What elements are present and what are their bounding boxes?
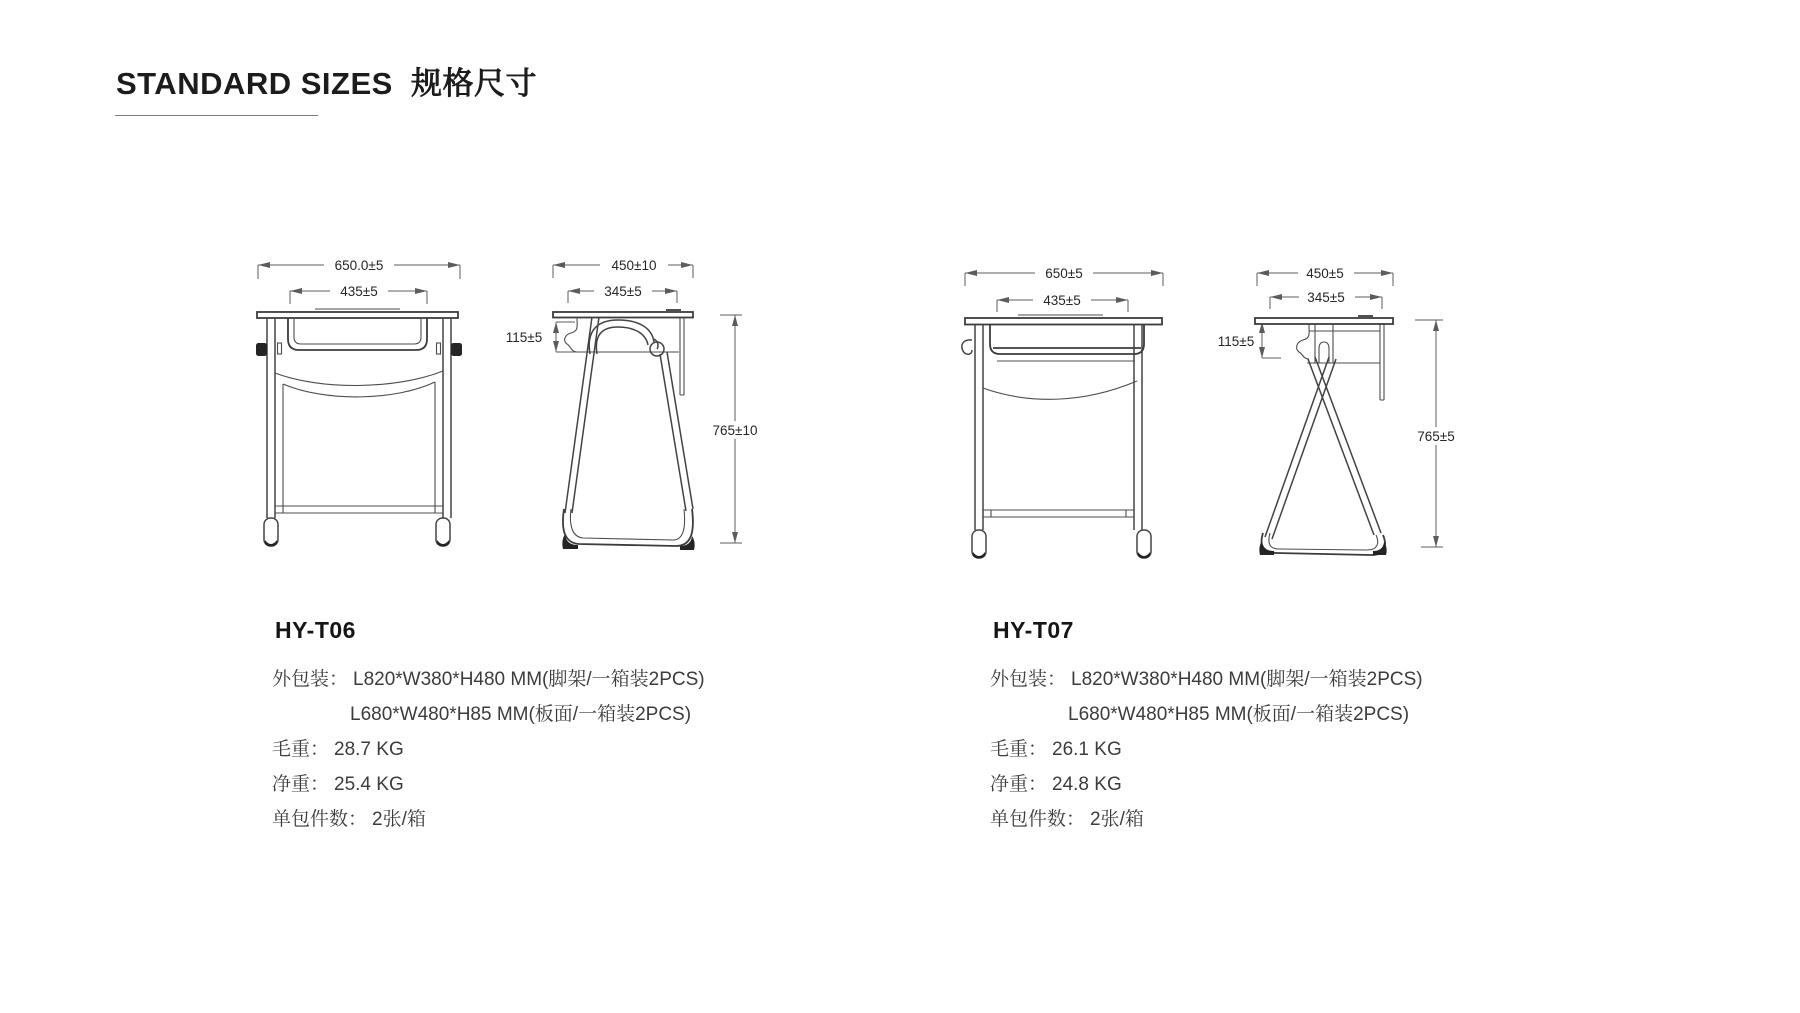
- spec-label: 毛重：: [990, 739, 1048, 760]
- dim-label: 345±5: [1307, 290, 1345, 305]
- spec-value: 2张/箱: [1090, 809, 1144, 830]
- spec-row-packing: [990, 662, 1470, 697]
- spec-row-pieces: [990, 802, 1470, 837]
- spec-label: 单包件数：: [272, 809, 368, 830]
- hyt06-front-dim-435: [290, 282, 427, 304]
- rear-leg: [660, 352, 693, 511]
- spec-row-pieces: [272, 802, 752, 837]
- hyt06-front-view-drawing: [250, 253, 465, 563]
- dim-label: 115±5: [505, 330, 543, 345]
- dim-label: 765±5: [1417, 429, 1455, 444]
- dim-label: 435±5: [340, 284, 378, 299]
- spec-row-packing-2: [990, 697, 1470, 732]
- spec-row-packing-2: [272, 697, 752, 732]
- legs: [1265, 357, 1381, 539]
- feet: [264, 518, 450, 547]
- spec-label: 净重：: [272, 774, 330, 795]
- spec-row-net-weight: [990, 767, 1470, 802]
- dim-label: 765±10: [712, 423, 758, 438]
- legs: [975, 325, 1142, 531]
- desk-top: [553, 310, 693, 318]
- dim-label: 650±5: [1045, 266, 1083, 281]
- feet: [972, 530, 1151, 559]
- spec-label: 净重：: [990, 774, 1048, 795]
- spec-value: L680*W480*H85 MM(板面/一箱装2PCS): [1068, 704, 1410, 725]
- rear-plate: [680, 318, 684, 396]
- specs-hyt07: [990, 662, 1470, 837]
- spec-row-net-weight: [272, 767, 752, 802]
- center-post: [1315, 325, 1333, 364]
- model-name-hyt06: HY-T06: [275, 617, 356, 643]
- spec-value: L680*W480*H85 MM(板面/一箱装2PCS): [350, 704, 692, 725]
- bag-hook: [962, 340, 972, 354]
- hyt06-side-dim-115: [506, 322, 575, 352]
- hyt06-side-view-drawing: [480, 253, 770, 563]
- spec-value: 25.4 KG: [334, 774, 404, 795]
- folding-hoop: [589, 320, 664, 356]
- spec-value: 24.8 KG: [1052, 774, 1122, 795]
- hyt07-front-dim-650: [965, 264, 1163, 286]
- sled-base: [1259, 533, 1386, 555]
- modesty-curve: [983, 381, 1137, 399]
- spec-value: 2张/箱: [372, 809, 426, 830]
- dim-label: 345±5: [604, 284, 642, 299]
- bottom-bar: [983, 510, 1134, 517]
- spec-row-gross-weight: [990, 732, 1470, 767]
- hyt06-side-dim-450: [553, 256, 693, 278]
- dim-label: 115±5: [1217, 334, 1255, 349]
- bottom-bar: [275, 506, 443, 513]
- hyt06-front-dim-650: [258, 256, 460, 279]
- hyt06-side-dim-765: [706, 315, 764, 543]
- spec-row-gross-weight: [272, 732, 752, 767]
- hyt07-side-dim-115: [1218, 322, 1281, 358]
- spec-label: 单包件数：: [990, 809, 1086, 830]
- book-tray: [990, 325, 1144, 361]
- title-underline: [115, 115, 318, 116]
- rear-plate: [1380, 325, 1384, 401]
- hyt07-side-view-drawing: [1215, 253, 1465, 568]
- apron: [565, 317, 679, 352]
- book-tray: [288, 318, 427, 350]
- hyt06-side-dim-345: [568, 282, 677, 303]
- specs-hyt06: [272, 662, 752, 837]
- dim-label: 450±10: [611, 258, 657, 273]
- spec-label: 外包装：: [990, 669, 1067, 690]
- desk-top: [1255, 316, 1393, 324]
- dim-label: 650.0±5: [334, 258, 384, 273]
- spec-label: 毛重：: [272, 739, 330, 760]
- page-title: STANDARD SIZES 规格尺寸: [116, 66, 538, 101]
- hyt07-front-dim-435: [997, 291, 1128, 312]
- spec-label: 外包装：: [272, 669, 349, 690]
- apron: [1297, 325, 1380, 364]
- spec-row-packing: [272, 662, 752, 697]
- spec-value: L820*W380*H480 MM(脚架/一箱装2PCS): [353, 669, 705, 690]
- dim-label: 450±5: [1306, 266, 1344, 281]
- spec-value: 28.7 KG: [334, 739, 404, 760]
- spec-value: 26.1 KG: [1052, 739, 1122, 760]
- sled-base: [562, 509, 694, 550]
- hyt07-side-dim-765: [1409, 320, 1463, 547]
- desk-top: [257, 309, 458, 318]
- model-name-hyt07: HY-T07: [993, 617, 1074, 643]
- hyt07-side-dim-450: [1257, 264, 1393, 286]
- desk-top: [965, 315, 1162, 325]
- hyt07-front-view-drawing: [955, 253, 1170, 568]
- modesty-panel: [275, 371, 443, 506]
- spec-value: L820*W380*H480 MM(脚架/一箱装2PCS): [1071, 669, 1423, 690]
- dim-label: 435±5: [1043, 293, 1081, 308]
- hyt07-side-dim-345: [1270, 288, 1382, 309]
